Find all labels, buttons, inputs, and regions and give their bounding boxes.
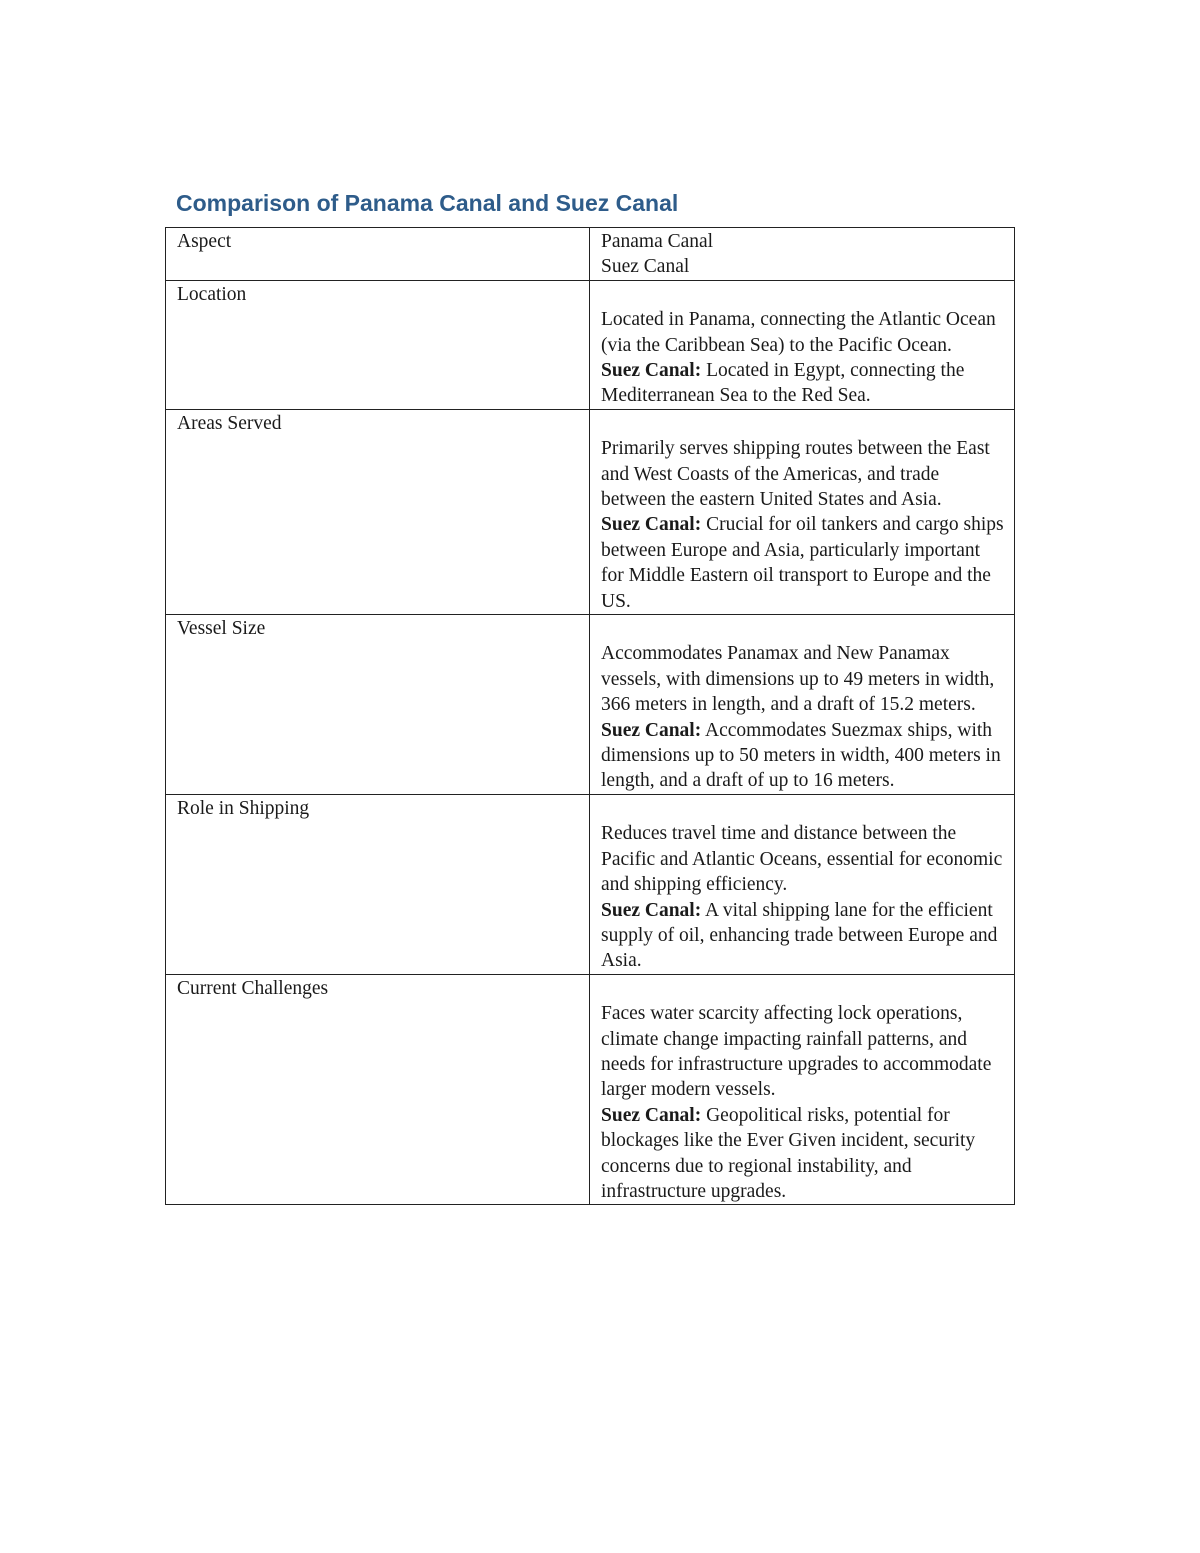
aspect-label: Areas Served [177, 412, 282, 434]
aspect-cell [166, 615, 590, 795]
suez-label: Suez Canal: [601, 719, 702, 741]
details-cell [590, 409, 1015, 614]
aspect-cell [166, 794, 590, 974]
header-suez: Suez Canal [601, 256, 690, 278]
details-cell [590, 794, 1015, 974]
table-row [166, 794, 1015, 974]
suez-detail [601, 898, 1004, 974]
details-cell [590, 615, 1015, 795]
suez-detail [601, 1103, 1004, 1205]
aspect-label: Location [177, 283, 247, 305]
aspect-label: Vessel Size [177, 618, 266, 640]
panama-detail: Faces water scarcity affecting lock operations, climate change impacting rainfall patterns, and needs for infrastructure upgrades to accommodate larger modern vessels. [601, 1003, 992, 1101]
table-row [166, 974, 1015, 1205]
header-aspect-cell [166, 228, 590, 281]
aspect-cell [166, 974, 590, 1205]
comparison-table [165, 227, 1015, 1205]
aspect-label: Role in Shipping [177, 797, 310, 819]
suez-detail [601, 718, 1004, 794]
suez-text: Geopolitical risks, potential for blockages like the Ever Given incident, security concerns due to regional instability, and infrastructure upgrades. [601, 1104, 976, 1202]
table-header-row [166, 228, 1015, 281]
aspect-cell [166, 409, 590, 614]
panama-detail: Reduces travel time and distance between the Pacific and Atlantic Oceans, essential for economic and shipping efficiency. [601, 823, 1003, 896]
suez-detail [601, 512, 1004, 614]
suez-text: Accommodates Suezmax ships, with dimensions up to 50 meters in width, 400 meters in length, and a draft of up to 16 meters. [601, 719, 1001, 792]
table-row [166, 409, 1015, 614]
suez-text: A vital shipping lane for the efficient supply of oil, enhancing trade between Europe and Asia. [601, 899, 998, 972]
details-cell [590, 974, 1015, 1205]
document-title: Comparison of Panama Canal and Suez Canal [176, 190, 679, 216]
suez-detail [601, 358, 1004, 409]
suez-text: Crucial for oil tankers and cargo ships between Europe and Asia, particularly important for Middle Eastern oil transport to Europe and the US. [601, 514, 1004, 612]
header-panama: Panama Canal [601, 231, 714, 252]
suez-label: Suez Canal: [601, 899, 702, 921]
table-row [166, 615, 1015, 795]
panama-detail: Located in Panama, connecting the Atlantic Ocean (via the Caribbean Sea) to the Pacific Ocean. [601, 309, 996, 356]
aspect-cell [166, 280, 590, 409]
suez-label: Suez Canal: [601, 1104, 702, 1126]
panama-detail: Accommodates Panamax and New Panamax vessels, with dimensions up to 49 meters in width, 366 meters in length, and a draft of 15.2 meters. [601, 643, 995, 716]
header-aspect: Aspect [177, 231, 232, 252]
panama-detail: Primarily serves shipping routes between the East and West Coasts of the Americas, and trade between the eastern United States and Asia. [601, 438, 990, 511]
table-row [166, 280, 1015, 409]
suez-text: Located in Egypt, connecting the Mediterranean Sea to the Red Sea. [601, 360, 965, 407]
aspect-label: Current Challenges [177, 977, 329, 999]
suez-label: Suez Canal: [601, 514, 702, 536]
suez-label: Suez Canal: [601, 360, 702, 382]
header-canals-cell [590, 228, 1015, 281]
details-cell [590, 280, 1015, 409]
